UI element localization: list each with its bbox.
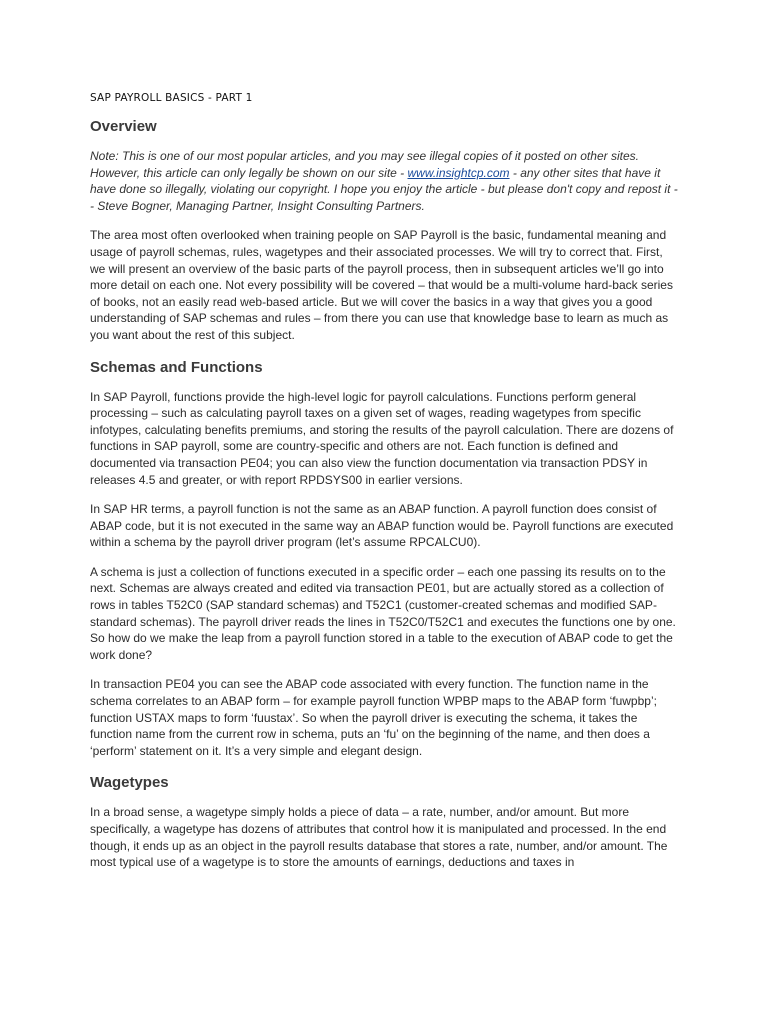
insightcp-link[interactable]: www.insightcp.com [407,165,510,180]
heading-schemas-and-functions: Schemas and Functions [90,358,263,376]
document-title: SAP PAYROLL BASICS - PART 1 [90,92,253,104]
document-page [90,92,678,884]
schemas-paragraph-2: In SAP HR terms, a payroll function is not the same as an ABAP function. A payroll function does consist of ABAP code, but it is not executed in the same way an ABAP function would be. Payroll functions are executed within a schema by the payroll driver program (let’s assume RPCALCU0). [90,502,674,550]
heading-overview: Overview [90,118,157,135]
overview-paragraph: The area most often overlooked when training people on SAP Payroll is the basic, fundamental meaning and usage of payroll schemas, rules, wagetypes and their associated processes. We will try to correct that. First, we will present an overview of the basic parts of the payroll process, then in subsequent articles we’ll go into more detail on each one. Not every possibility will be covered – that would be a multi-volume hard-back series of books, not an easily read web-based article. But we will cover the basics in a way that gives you a good understanding of SAP schemas and rules – from there you can use that knowledge base to learn as much as you want about the rest of this subject. [90,228,673,342]
copyright-note [90,148,678,214]
note-text-before: Note: This is one of our most popular articles, and you may see illegal copies of it posted on other sites. However, this article can only legally be shown on our site - [90,149,639,180]
schemas-paragraph-1: In SAP Payroll, functions provide the high-level logic for payroll calculations. Functions perform general processing – such as calculating payroll taxes on a given set of wages, reading wagetypes from specific infotypes, calculating benefits premiums, and storing the results of the payroll calculation. There are dozens of functions in SAP payroll, some are country-specific and others are not. Each function is defined and documented via transaction PE04; you can also view the function documentation via transaction PDSY in releases 4.5 and greater, or with report RPDSYS00 in earlier versions. [90,389,674,487]
heading-wagetypes: Wagetypes [90,774,169,792]
schemas-paragraph-4: In transaction PE04 you can see the ABAP code associated with every function. The function name in the schema correlates to an ABAP form – for example payroll function WPBP maps to the ABAP form ‘fuwpbp’; function USTAX maps to form ‘fuustax’. So when the payroll driver is executing the schema, it takes the function name from the current row in schema, puts an ‘fu’ on the beginning of the name, and then does a ‘perform’ statement on it. It’s a very simple and elegant design. [90,677,657,758]
schemas-paragraph-3: A schema is just a collection of functions executed in a specific order – each one passing its results on to the next. Schemas are always created and edited via transaction PE01, but are actually stored as a collection of rows in tables T52C0 (SAP standard schemas) and T52C1 (customer-created schemas and modified SAP-standard schemas). The payroll driver reads the lines in T52C0/T52C1 and executes the functions one by one. So how do we make the leap from a payroll function stored in a table to the execution of ABAP code to get the work done? [90,564,676,662]
wagetypes-paragraph-1: In a broad sense, a wagetype simply holds a piece of data – a rate, number, and/or amount. But more specifically, a wagetype has dozens of attributes that control how it is manipulated and processed. In the end though, it ends up as an object in the payroll results database that stores a rate, number, and/or amount. The most typical use of a wagetype is to store the amounts of earnings, deductions and taxes in [90,805,668,870]
note-text-after: - any other sites that have it have done so illegally, violating our copyright. I hope you enjoy the article - but please don't copy and repost it -- Steve Bogner, Managing Partner, Insight Consulting Partners. [90,165,678,213]
